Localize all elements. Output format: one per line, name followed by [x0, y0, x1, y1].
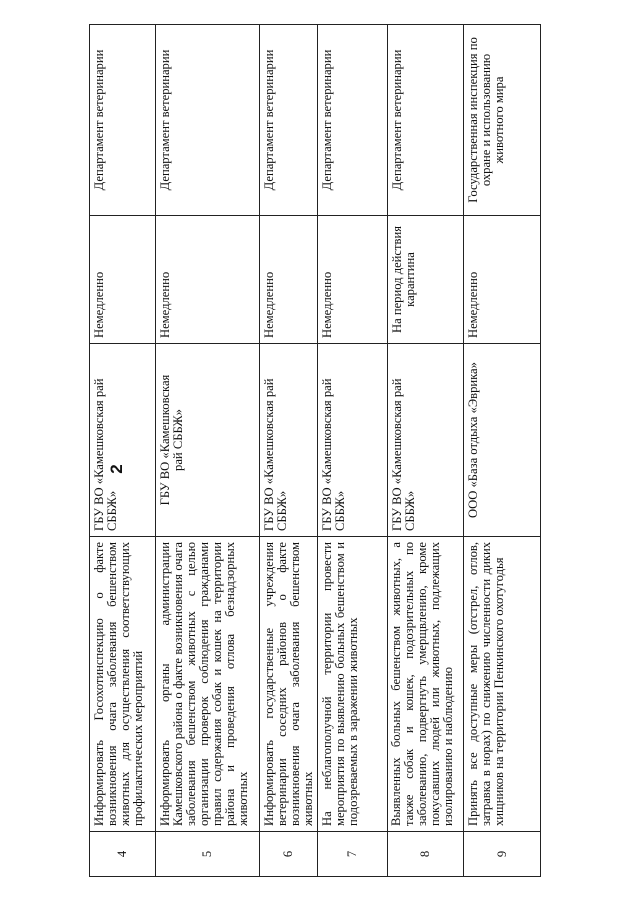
- control-cell: Департамент ветеринарии: [156, 25, 260, 216]
- deadline-cell: Немедленно: [156, 216, 260, 344]
- table-row: [90, 25, 156, 877]
- row-number: 8: [388, 832, 464, 877]
- action-cell: Принять все доступные меры (отстрел, отлов, затравка в норах) по снижению численности диких хищников на территории Пенкинского охотугодья: [464, 537, 541, 832]
- table-row: [260, 25, 318, 877]
- executor-cell: ООО «База отдыха «Эврика»: [464, 344, 541, 537]
- control-cell: Департамент ветеринарии: [90, 25, 156, 216]
- deadline-cell: Немедленно: [464, 216, 541, 344]
- row-number: 5: [156, 832, 260, 877]
- row-number: 4: [90, 832, 156, 877]
- action-cell: Информировать государственные учреждения ветеринарии соседних районов о факте возникновения очага заболевания бешенством животных: [260, 537, 318, 832]
- control-cell: Департамент ветеринарии: [260, 25, 318, 216]
- action-cell: На неблагополучной территории провести мероприятия по выявлению больных бешенством и подозреваемых в заражении животных: [318, 537, 388, 832]
- control-cell: Департамент ветеринарии: [318, 25, 388, 216]
- page-number: 2: [107, 464, 126, 474]
- deadline-cell: На период действия карантина: [388, 216, 464, 344]
- deadline-cell: Немедленно: [260, 216, 318, 344]
- table-row: [388, 25, 464, 877]
- deadline-cell: Немедленно: [318, 216, 388, 344]
- row-number: 9: [464, 832, 541, 877]
- executor-cell: ГБУ ВО «Камешковская рай СББЖ»: [90, 344, 156, 537]
- executor-cell: ГБУ ВО «Камешковская рай СББЖ»: [388, 344, 464, 537]
- action-cell: Информировать органы администрации Камешковского района о факте возникновения очага заболевания бешенством животных с целью организации проверок соблюдения гражданами правил содержания собак и кошек на территории района и проведения отлова безнадзорных животных: [156, 537, 260, 832]
- row-number: 6: [260, 832, 318, 877]
- executor-cell: ГБУ ВО «Камешковская рай СББЖ»: [156, 344, 260, 537]
- rotated-table-container: [89, 25, 537, 877]
- action-cell: Выявленных больных бешенством животных, а также собак и кошек, подозрительных по заболеванию, подвергнуть умерщвлению, кроме покусавших людей или животных, подлежащих изолированию и наблюдению: [388, 537, 464, 832]
- control-cell: Департамент ветеринарии: [388, 25, 464, 216]
- executor-cell: ГБУ ВО «Камешковская рай СББЖ»: [260, 344, 318, 537]
- deadline-cell: Немедленно: [90, 216, 156, 344]
- measures-table: [89, 24, 541, 877]
- row-number: 7: [318, 832, 388, 877]
- action-cell: Информировать Госохотинспекцию о факте возникновения очага заболевания бешенством животных для осуществления соответствующих профилактических мероприятий: [90, 537, 156, 832]
- control-cell: Государственная инспекция по охране и использованию животного мира: [464, 25, 541, 216]
- table-row: [464, 25, 541, 877]
- executor-cell: ГБУ ВО «Камешковская рай СББЖ»: [318, 344, 388, 537]
- table-row: [156, 25, 260, 877]
- table-row: [318, 25, 388, 877]
